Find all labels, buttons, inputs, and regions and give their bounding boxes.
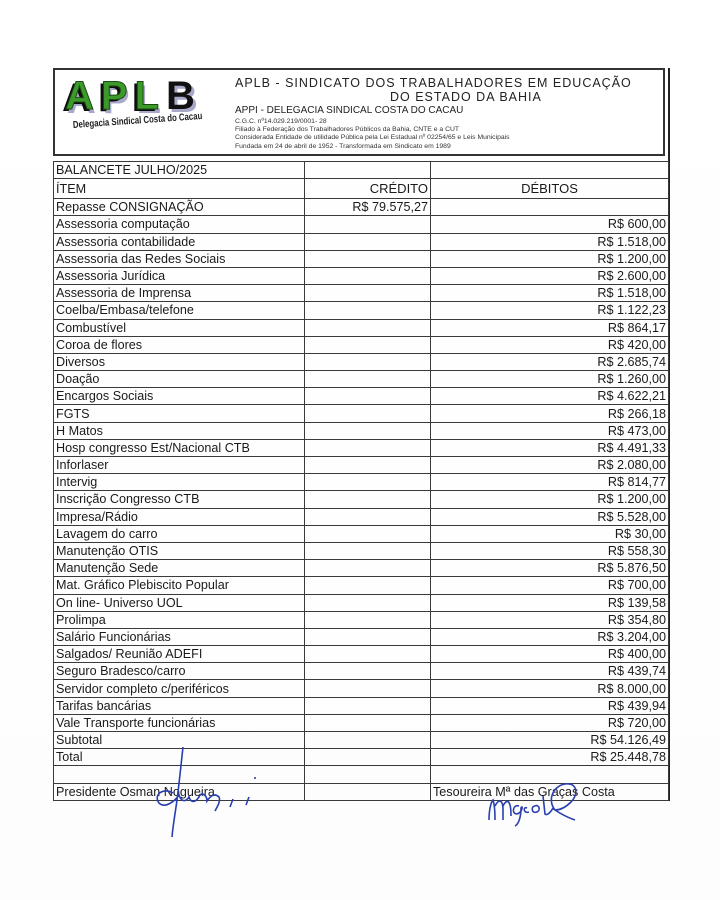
item-label: H Matos — [54, 422, 305, 439]
credit-value-empty — [305, 577, 431, 594]
delegation-name: APPI - DELEGACIA SINDICAL COSTA DO CACAU — [235, 105, 464, 116]
debit-row — [54, 388, 669, 405]
credit-value-empty — [305, 491, 431, 508]
signature-space-row — [54, 766, 669, 783]
signature-stroke — [489, 800, 511, 820]
debit-row — [54, 628, 669, 645]
balance-title: BALANCETE JULHO/2025 — [54, 162, 305, 179]
debit-value: R$ 1.122,23 — [431, 302, 669, 319]
debit-value: R$ 354,80 — [431, 611, 669, 628]
item-label: Tarifas bancárias — [54, 697, 305, 714]
debit-row — [54, 353, 669, 370]
debit-row — [54, 491, 669, 508]
debit-value: R$ 8.000,00 — [431, 680, 669, 697]
item-label: Coelba/Embasa/telefone — [54, 302, 305, 319]
item-label: On line- Universo UOL — [54, 594, 305, 611]
credit-value-empty — [305, 250, 431, 267]
debit-value: R$ 439,74 — [431, 663, 669, 680]
debit-value: R$ 864,17 — [431, 319, 669, 336]
item-label: Salgados/ Reunião ADEFI — [54, 646, 305, 663]
credit-value-empty — [305, 457, 431, 474]
item-label: Intervig — [54, 474, 305, 491]
debit-row — [54, 594, 669, 611]
debit-value: R$ 5.528,00 — [431, 508, 669, 525]
debit-value: R$ 5.876,50 — [431, 560, 669, 577]
item-label: Combustível — [54, 319, 305, 336]
debit-row — [54, 250, 669, 267]
debit-row — [54, 319, 669, 336]
credit-value-empty — [305, 439, 431, 456]
debit-row — [54, 457, 669, 474]
credit-value-empty — [305, 663, 431, 680]
logo-letter: L — [134, 74, 164, 118]
column-header-debit: DÉBITOS — [431, 179, 669, 199]
credit-value-empty — [305, 611, 431, 628]
credit-value-empty — [305, 542, 431, 559]
debit-row — [54, 663, 669, 680]
credit-value-empty — [305, 319, 431, 336]
debit-row — [54, 302, 669, 319]
item-label: Doação — [54, 371, 305, 388]
subtotal-value: R$ 54.126,49 — [431, 732, 669, 749]
logo-letter: P — [100, 74, 132, 118]
item-label: Assessoria Jurídica — [54, 267, 305, 284]
debit-row — [54, 233, 669, 250]
subtotal-row — [54, 732, 669, 749]
subtotal-label: Subtotal — [54, 732, 305, 749]
debit-value: R$ 3.204,00 — [431, 628, 669, 645]
credit-value-empty — [305, 628, 431, 645]
credit-value-empty — [305, 267, 431, 284]
item-label: Mat. Gráfico Plebiscito Popular — [54, 577, 305, 594]
item-label: Coroa de flores — [54, 336, 305, 353]
item-label: Repasse CONSIGNAÇÃO — [54, 199, 305, 216]
credit-row — [54, 199, 669, 216]
item-label: Assessoria de Imprensa — [54, 285, 305, 302]
debit-value: R$ 420,00 — [431, 336, 669, 353]
debit-row — [54, 336, 669, 353]
item-label: Vale Transporte funcionárias — [54, 714, 305, 731]
public-utility-text: Considerada Entidade de utilidade Pública pela Lei Estadual nº 02254/65 e Leis Municipais — [235, 134, 510, 141]
treasurer-name: Tesoureira Mª das Graças Costa — [431, 783, 669, 800]
credit-value-empty — [305, 594, 431, 611]
debit-value: R$ 600,00 — [431, 216, 669, 233]
logo-letter: B — [166, 74, 199, 118]
debit-value: R$ 139,58 — [431, 594, 669, 611]
item-label: Assessoria das Redes Sociais — [54, 250, 305, 267]
credit-value-empty — [305, 680, 431, 697]
item-label: Manutenção OTIS — [54, 542, 305, 559]
debit-row — [54, 680, 669, 697]
debit-value: R$ 266,18 — [431, 405, 669, 422]
item-label: Inscrição Congresso CTB — [54, 491, 305, 508]
debit-value: R$ 558,30 — [431, 542, 669, 559]
affiliation-text: Filiado à Federação dos Trabalhadores Públicos da Bahia, CNTE e a CUT — [235, 126, 460, 133]
debit-row — [54, 714, 669, 731]
item-label: Manutenção Sede — [54, 560, 305, 577]
debit-value: R$ 4.491,33 — [431, 439, 669, 456]
debit-value: R$ 2.685,74 — [431, 353, 669, 370]
debit-row — [54, 577, 669, 594]
debit-value: R$ 2.600,00 — [431, 267, 669, 284]
credit-value-empty — [305, 525, 431, 542]
item-label: Inforlaser — [54, 457, 305, 474]
credit-value-empty — [305, 405, 431, 422]
column-header-credit: CRÉDITO — [305, 179, 431, 199]
logo-subtitle: Delegacia Sindical Costa do Cacau — [72, 110, 203, 131]
aplb-logo — [65, 74, 225, 118]
debit-value: R$ 400,00 — [431, 646, 669, 663]
credit-value-empty — [305, 714, 431, 731]
credit-value-empty — [305, 422, 431, 439]
debit-value: R$ 1.260,00 — [431, 371, 669, 388]
org-name-line1: APLB - SINDICATO DOS TRABALHADORES EM EDUCAÇÃO — [235, 76, 632, 90]
debit-row — [54, 560, 669, 577]
item-label: Impresa/Rádio — [54, 508, 305, 525]
credit-value-empty — [305, 697, 431, 714]
item-label: Prolimpa — [54, 611, 305, 628]
debit-row — [54, 611, 669, 628]
credit-value-empty — [305, 646, 431, 663]
item-label: Hosp congresso Est/Nacional CTB — [54, 439, 305, 456]
debit-row — [54, 697, 669, 714]
debit-row — [54, 646, 669, 663]
credit-value-empty — [305, 336, 431, 353]
debit-row — [54, 216, 669, 233]
column-header-item: ÍTEM — [54, 179, 305, 199]
debit-row — [54, 422, 669, 439]
debit-value: R$ 814,77 — [431, 474, 669, 491]
cgc-number: C.G.C. nº14.029.219/0001- 28 — [235, 118, 327, 125]
item-label: Diversos — [54, 353, 305, 370]
debit-value: R$ 439,94 — [431, 697, 669, 714]
credit-value-empty — [305, 388, 431, 405]
credit-value-empty — [305, 353, 431, 370]
header-row — [54, 179, 669, 199]
president-name: Presidente Osman Nogueira — [54, 783, 305, 800]
credit-value-empty — [305, 371, 431, 388]
total-row — [54, 749, 669, 766]
signatories-row — [54, 783, 669, 800]
credit-value-empty — [305, 560, 431, 577]
debit-row — [54, 474, 669, 491]
debit-row — [54, 439, 669, 456]
credit-value-empty — [305, 285, 431, 302]
debit-value: R$ 700,00 — [431, 577, 669, 594]
debit-value: R$ 1.518,00 — [431, 233, 669, 250]
item-label: Assessoria computação — [54, 216, 305, 233]
item-label: Assessoria contabilidade — [54, 233, 305, 250]
credit-value-empty — [305, 508, 431, 525]
total-value: R$ 25.448,78 — [431, 749, 669, 766]
credit-value-empty — [305, 474, 431, 491]
debit-row — [54, 405, 669, 422]
credit-value-empty — [305, 302, 431, 319]
total-label: Total — [54, 749, 305, 766]
debit-value: R$ 1.200,00 — [431, 250, 669, 267]
item-label: Servidor completo c/periféricos — [54, 680, 305, 697]
founded-text: Fundada em 24 de abril de 1952 - Transformada em Sindicato em 1989 — [235, 143, 451, 150]
debit-row — [54, 542, 669, 559]
debit-value: R$ 473,00 — [431, 422, 669, 439]
credit-value: R$ 79.575,27 — [305, 199, 431, 216]
credit-value-empty — [305, 233, 431, 250]
debit-row — [54, 525, 669, 542]
credit-value-empty — [305, 216, 431, 233]
title-row — [54, 162, 669, 179]
logo-letter: A — [65, 74, 98, 118]
item-label: Lavagem do carro — [54, 525, 305, 542]
debit-row — [54, 285, 669, 302]
item-label: Seguro Bradesco/carro — [54, 663, 305, 680]
item-label: Salário Funcionárias — [54, 628, 305, 645]
debit-value: R$ 30,00 — [431, 525, 669, 542]
balance-sheet-table — [53, 161, 669, 801]
debit-value: R$ 720,00 — [431, 714, 669, 731]
item-label: FGTS — [54, 405, 305, 422]
debit-value: R$ 1.518,00 — [431, 285, 669, 302]
item-label: Encargos Sociais — [54, 388, 305, 405]
debit-value: R$ 2.080,00 — [431, 457, 669, 474]
debit-value: R$ 1.200,00 — [431, 491, 669, 508]
letterhead — [53, 68, 665, 156]
org-name-line2: DO ESTADO DA BAHIA — [390, 90, 542, 104]
debit-value: R$ 4.622,21 — [431, 388, 669, 405]
debit-row — [54, 267, 669, 284]
debit-row — [54, 371, 669, 388]
debit-row — [54, 508, 669, 525]
